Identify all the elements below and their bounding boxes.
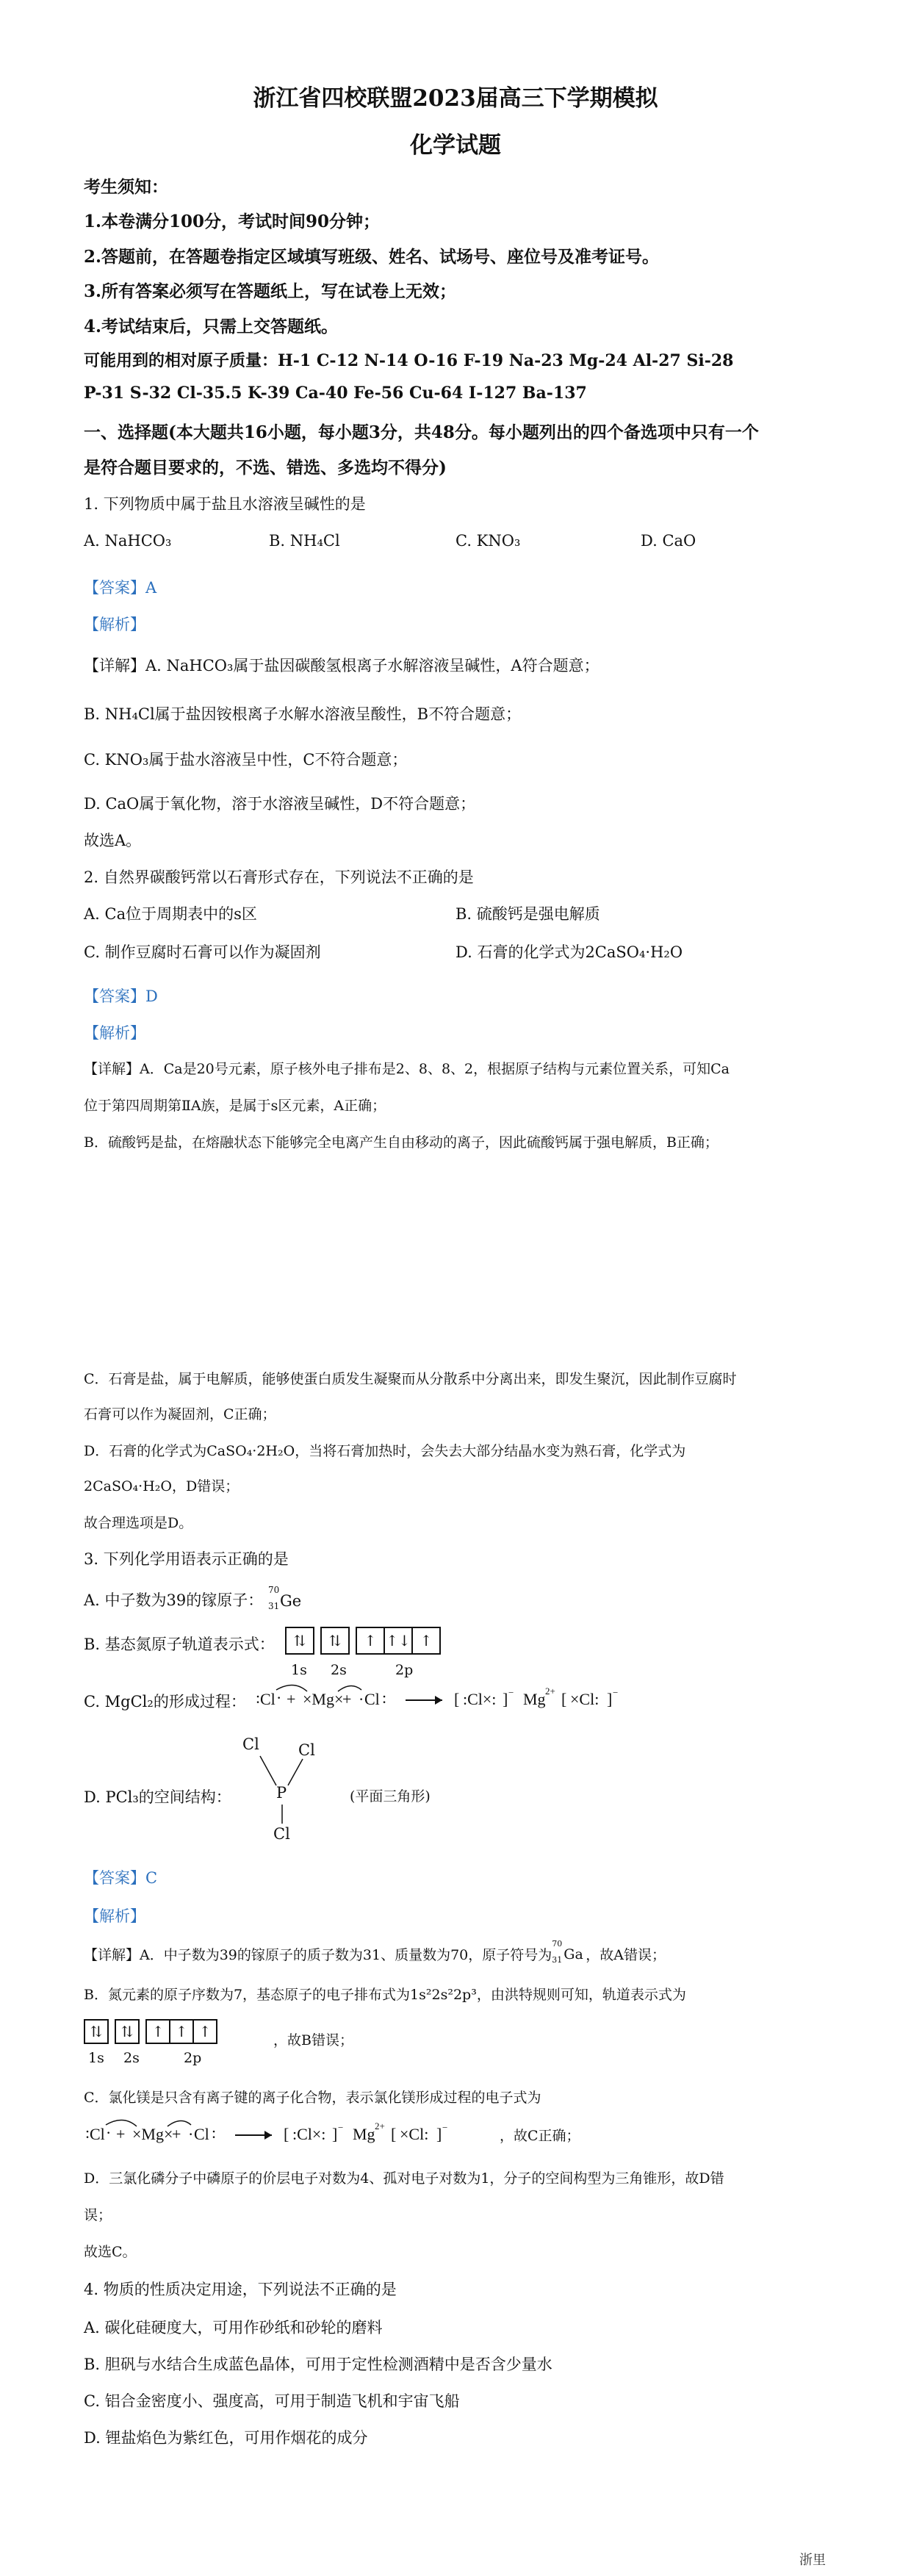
q3-detail-3-tail: ，故C正确； <box>500 2128 580 2144</box>
svg-text:[: [ <box>391 2125 397 2143</box>
mgcl2-formation-diagram <box>250 1681 661 1719</box>
svg-text:·: · <box>188 2125 194 2143</box>
notice-item-3: 3.所有答案必须写在答题纸上，写在试卷上无效； <box>84 281 457 301</box>
svg-text:Cl: Cl <box>90 2125 105 2143</box>
svg-text:Cl: Cl <box>194 2125 209 2143</box>
orbital-2s-box: ⇅ <box>320 1627 350 1655</box>
q2-conclusion: 故合理选项是D。 <box>84 1515 193 1531</box>
q2-option-d: D. 石膏的化学式为2CaSO₄·H₂O <box>455 943 683 961</box>
atomic-masses-line-1: 可能用到的相对原子质量：H-1 C-12 N-14 O-16 F-19 Na-23 Mg-24 Al-27 Si-28 <box>84 351 734 370</box>
section-heading-line-2: 是符合题目要求的，不选、错选、多选均不得分) <box>84 458 447 478</box>
svg-text:Mg: Mg <box>353 2125 375 2143</box>
mgcl2-electron-dot-svg-2 <box>79 2116 491 2151</box>
q1-option-d: D. CaO <box>641 532 696 550</box>
q3-option-d-note: (平面三角形) <box>350 1788 431 1805</box>
svg-text:−: − <box>508 1687 514 1698</box>
svg-text::: : <box>212 2123 217 2142</box>
q2-option-c: C. 制作豆腐时石膏可以作为凝固剂 <box>84 943 321 961</box>
orbital-1s-box: ⇅ <box>285 1627 314 1655</box>
q3-analysis-label: 【解析】 <box>84 1907 145 1925</box>
q3-option-d-text: D. PCl₃的空间结构： <box>84 1788 231 1806</box>
q3-stem: 3. 下列化学用语表示正确的是 <box>84 1550 289 1568</box>
nitrogen-orbital-diagram <box>285 1627 443 1655</box>
notice-item-2: 2.答题前，在答题卷指定区域填写班级、姓名、试场号、座位号及准考证号。 <box>84 247 660 267</box>
q3-detail-1-text: 【详解】A．中子数为39的镓原子的质子数为31、质量数为70，原子符号为 <box>84 1947 552 1963</box>
q1-conclusion: 故选A。 <box>84 832 142 849</box>
pcl3-atom-cl-top-left: Cl <box>242 1735 259 1753</box>
orbital-label-2p: 2p <box>395 1662 414 1678</box>
q2-stem: 2. 自然界碳酸钙常以石膏形式存在，下列说法不正确的是 <box>84 868 474 886</box>
svg-text:×Cl:: ×Cl: <box>400 2125 429 2143</box>
q3-detail-2-tail: ，故B错误； <box>273 2032 353 2048</box>
q2-detail-3b: 石膏可以作为凝固剂，C正确； <box>84 1406 276 1422</box>
atomic-number: 31 <box>267 1600 280 1611</box>
q4-stem: 4. 物质的性质决定用途，下列说法不正确的是 <box>84 2281 397 2298</box>
q1-option-c: C. KNO₃ <box>455 532 521 550</box>
q3-detail-4b: 误； <box>84 2207 112 2223</box>
orbital-2p-box-1b: ↑ <box>145 2019 170 2044</box>
orbital-label-1s: 1s <box>291 1662 307 1678</box>
svg-text:−: − <box>338 2122 344 2133</box>
orbital-2p-box-2: ↑↓ <box>385 1627 413 1655</box>
q1-answer: 【答案】A <box>84 579 157 597</box>
notice-item-4: 4.考试结束后，只需上交答题纸。 <box>84 317 339 337</box>
q2-detail-4: D．石膏的化学式为CaSO₄·2H₂O，当将石膏加热时，会失去大部分结晶水变为熟石膏，化学式为 <box>84 1443 686 1459</box>
atomic-masses-line-2: P-31 S-32 Cl-35.5 K-39 Ca-40 Fe-56 Cu-64 I-127 Ba-137 <box>84 384 587 403</box>
orbital-2p-box-1: ↑ <box>356 1627 385 1655</box>
q2-answer: 【答案】D <box>84 987 158 1005</box>
pcl3-bonds-svg <box>242 1735 323 1831</box>
page-subtitle: 化学试题 <box>410 132 501 159</box>
q3-option-c-text: C. MgCl₂的形成过程： <box>84 1693 246 1710</box>
q4-option-c: C. 铝合金密度小、强度高，可用于制造飞机和宇宙飞船 <box>84 2392 460 2410</box>
orbital-1s-box-2: ⇅ <box>84 2019 109 2044</box>
q2-detail-3: C．石膏是盐，属于电解质，能够使蛋白质发生凝聚而从分散系中分离出来，即发生聚沉，因此制作豆腐时 <box>84 1371 737 1387</box>
svg-text:×Mg×: ×Mg× <box>132 2125 173 2143</box>
q2-detail-4b: 2CaSO₄·H₂O，D错误； <box>84 1478 240 1494</box>
section-heading-line-1: 一、选择题(本大题共16小题，每小题3分，共48分。每小题列出的四个备选项中只有一个 <box>84 422 759 442</box>
svg-text:−: − <box>442 2122 448 2133</box>
orbital-2s-box-2: ⇅ <box>115 2019 140 2044</box>
nitrogen-orbital-diagram-2 <box>84 2019 220 2044</box>
svg-text:2+: 2+ <box>545 1685 555 1697</box>
orbital-2p-box-2b: ↑ <box>170 2019 194 2044</box>
pcl3-atom-p: P <box>276 1784 287 1802</box>
orbital-label-2p-b: 2p <box>184 2050 202 2066</box>
svg-text:]: ] <box>436 2125 442 2143</box>
pcl3-atom-cl-top-right: Cl <box>298 1741 315 1759</box>
footer-watermark: 浙里 <box>799 2552 826 2568</box>
orbital-2p-box-3: ↑ <box>413 1627 441 1655</box>
svg-text:×Cl:: ×Cl: <box>570 1690 599 1708</box>
q2-option-a: A. Ca位于周期表中的s区 <box>84 905 257 923</box>
notice-heading: 考生须知： <box>84 177 168 197</box>
svg-text:·: · <box>106 2123 112 2142</box>
orbital-label-2s-b: 2s <box>123 2050 140 2066</box>
q1-stem: 1. 下列物质中属于盐且水溶液呈碱性的是 <box>84 495 366 513</box>
q1-detail-4: D. CaO属于氧化物，溶于水溶液呈碱性，D不符合题意； <box>84 795 476 813</box>
q3-answer: 【答案】C <box>84 1869 158 1887</box>
page-title: 浙江省四校联盟2023届高三下学期模拟 <box>253 85 658 112</box>
q1-option-a: A. NaHCO₃ <box>84 532 172 550</box>
q3-conclusion: 故选C。 <box>84 2244 137 2260</box>
orbital-label-1s-b: 1s <box>88 2050 104 2066</box>
svg-text::: : <box>85 2123 90 2142</box>
svg-text:Cl: Cl <box>364 1690 380 1708</box>
q3-detail-1-tail: ，故A错误； <box>586 1947 666 1963</box>
svg-text:+: + <box>116 2125 126 2143</box>
orbital-label-2s: 2s <box>331 1662 347 1678</box>
q3-option-a-text: A. 中子数为39的镓原子： <box>84 1591 264 1609</box>
q3-detail-1 <box>84 1939 666 1965</box>
q2-detail-2: B．硫酸钙是盐，在熔融状态下能够完全电离产生自由移动的离子，因此硫酸钙属于强电解质，B正确； <box>84 1134 719 1151</box>
q1-detail-1: 【详解】A. NaHCO₃属于盐因碳酸氢根离子水解溶液呈碱性，A符合题意； <box>84 657 599 674</box>
q4-option-d: D. 锂盐焰色为紫红色，可用作烟花的成分 <box>84 2429 368 2447</box>
q1-detail-3: C. KNO₃属于盐水溶液呈中性，C不符合题意； <box>84 751 408 769</box>
svg-text:]: ] <box>332 2125 338 2143</box>
svg-text::: : <box>382 1688 387 1707</box>
q1-option-b: B. NH₄Cl <box>269 532 340 550</box>
pcl3-atom-cl-bottom: Cl <box>273 1825 290 1843</box>
element-symbol-2: Ga <box>563 1946 583 1962</box>
element-symbol: Ge <box>279 1591 302 1610</box>
gallium-nuclide-symbol-2 <box>552 1939 586 1965</box>
notice-item-1: 1.本卷满分100分，考试时间90分钟； <box>84 212 381 231</box>
q2-option-b: B. 硫酸钙是强电解质 <box>455 905 600 923</box>
svg-text:·: · <box>276 1688 282 1707</box>
svg-text::Cl×:: :Cl×: <box>292 2125 326 2143</box>
svg-text:Cl: Cl <box>260 1690 276 1708</box>
svg-text:−: − <box>613 1687 619 1698</box>
svg-text::Cl×:: :Cl×: <box>463 1690 497 1708</box>
svg-text:+: + <box>287 1690 296 1708</box>
svg-text:×Mg×: ×Mg× <box>303 1690 344 1708</box>
mass-number-2: 70 <box>552 1939 563 1949</box>
q2-detail-1: 【详解】A．Ca是20号元素，原子核外电子排布是2、8、8、2，根据原子结构与元素位置关系，可知Ca <box>84 1061 730 1077</box>
atomic-number-2: 31 <box>552 1955 563 1965</box>
mgcl2-formation-diagram-2 <box>79 2116 491 2154</box>
svg-text:+: + <box>342 1690 352 1708</box>
mass-number: 70 <box>267 1584 280 1595</box>
q2-analysis-label: 【解析】 <box>84 1024 145 1042</box>
svg-text:]: ] <box>607 1690 613 1708</box>
q2-detail-1b: 位于第四周期第ⅡA族，是属于s区元素，A正确； <box>84 1098 386 1114</box>
q1-detail-2: B. NH₄Cl属于盐因铵根离子水解水溶液呈酸性，B不符合题意； <box>84 705 522 723</box>
mgcl2-electron-dot-svg <box>250 1681 661 1716</box>
q3-detail-2: B．氮元素的原子序数为7，基态原子的电子排布式为1s²2s²2p³，由洪特规则可知，轨道表示式为 <box>84 1987 686 2003</box>
q3-option-b-text: B. 基态氮原子轨道表示式： <box>84 1636 275 1653</box>
q4-option-b: B. 胆矾与水结合生成蓝色晶体，可用于定性检测酒精中是否含少量水 <box>84 2356 552 2373</box>
q3-option-a <box>84 1584 302 1611</box>
svg-text::: : <box>256 1688 261 1707</box>
svg-text:+: + <box>172 2125 181 2143</box>
gallium-nuclide-symbol <box>267 1584 302 1611</box>
svg-text:[: [ <box>454 1690 460 1708</box>
q1-analysis-label: 【解析】 <box>84 616 145 633</box>
svg-text:Mg: Mg <box>523 1690 546 1708</box>
svg-text:·: · <box>359 1690 364 1708</box>
q4-option-a: A. 碳化硅硬度大，可用作砂纸和砂轮的磨料 <box>84 2319 383 2336</box>
q3-detail-4: D．三氯化磷分子中磷原子的价层电子对数为4、孤对电子对数为1，分子的空间构型为三角锥形，故D错 <box>84 2170 724 2187</box>
svg-text:]: ] <box>503 1690 508 1708</box>
svg-text:2+: 2+ <box>375 2120 385 2131</box>
svg-text:[: [ <box>561 1690 567 1708</box>
svg-text:[: [ <box>284 2125 289 2143</box>
q3-detail-3: C．氯化镁是只含有离子键的离子化合物，表示氯化镁形成过程的电子式为 <box>84 2090 541 2106</box>
orbital-2p-box-3b: ↑ <box>194 2019 217 2044</box>
